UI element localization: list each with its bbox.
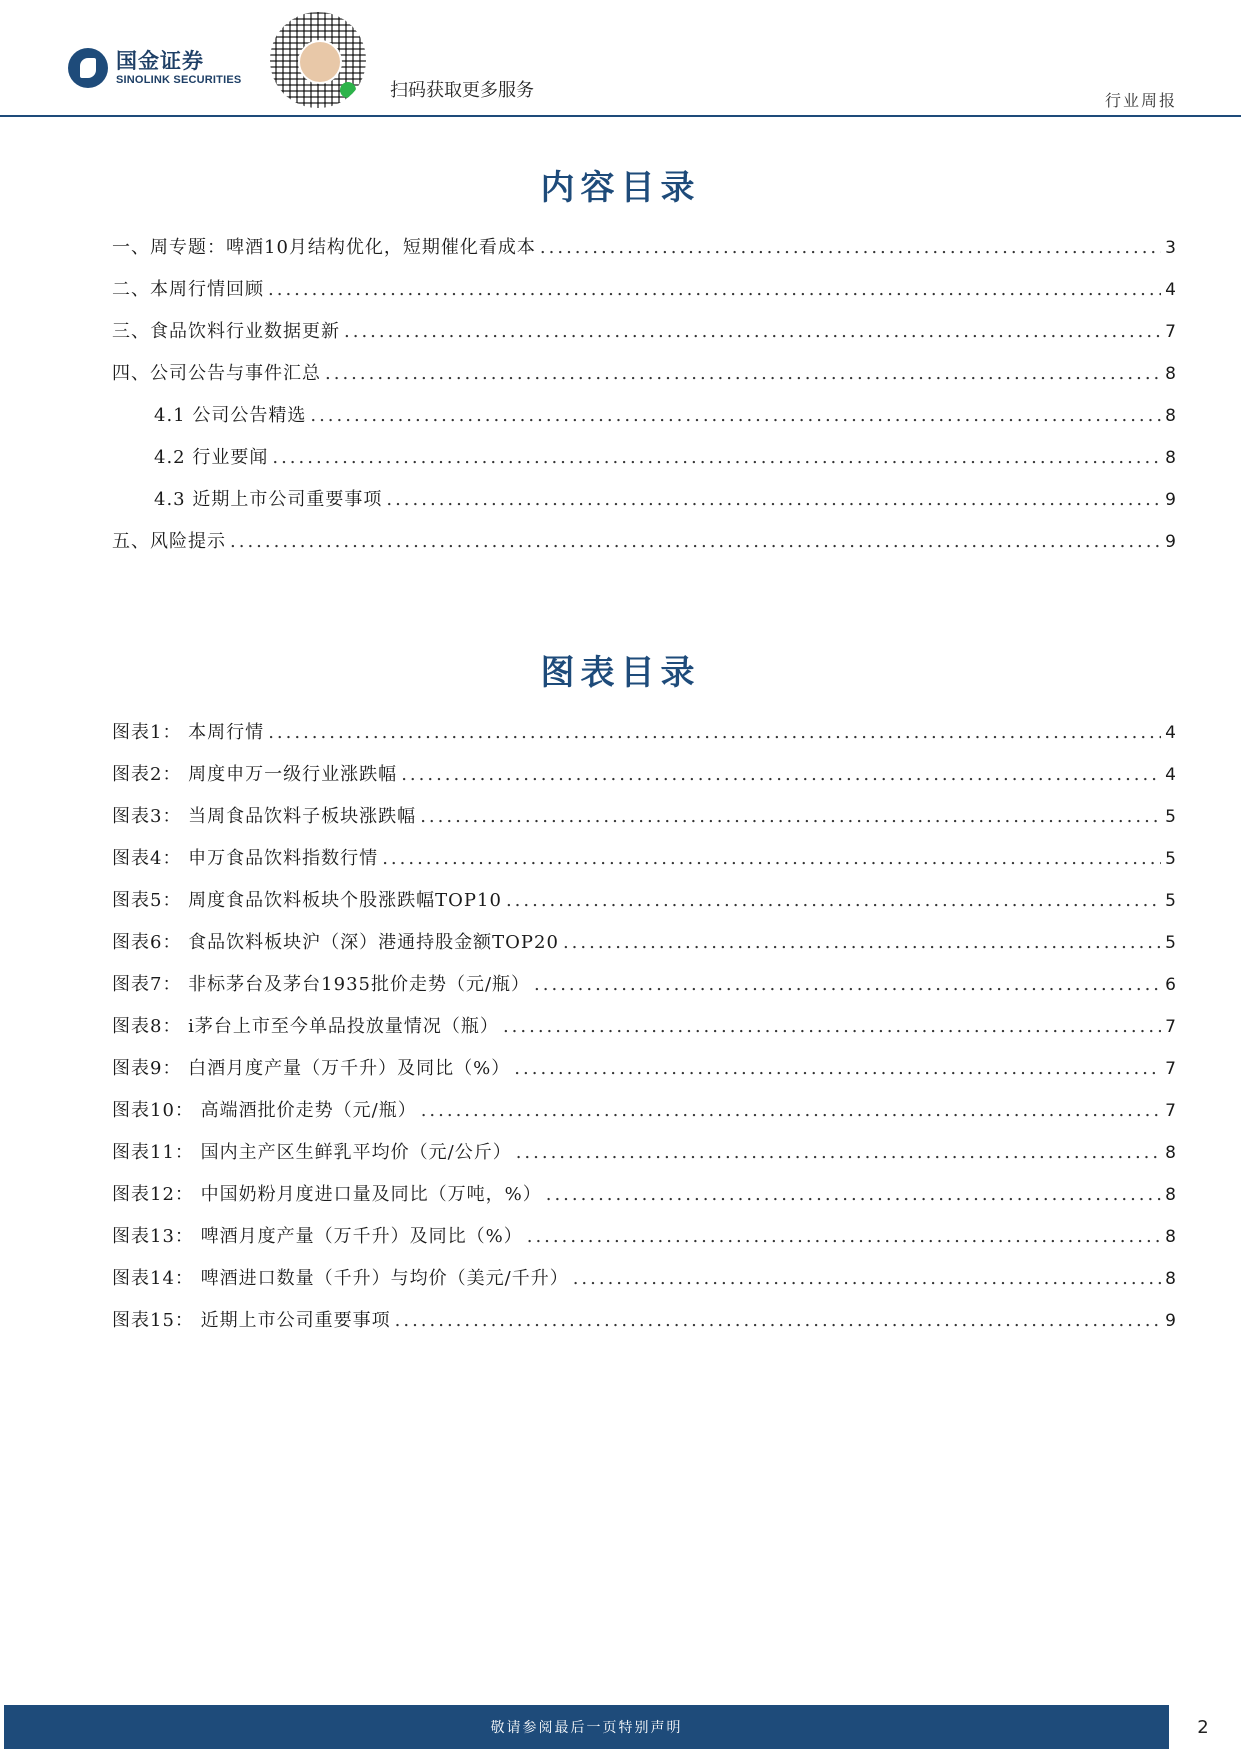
toc-entry[interactable] [112, 233, 1177, 275]
toc-subentry[interactable] [112, 401, 1177, 443]
toc-entry-page: 3 [1165, 238, 1177, 258]
toc-leader-dots [534, 974, 1161, 995]
figure-entry-label: 图表14： 啤酒进口数量（千升）与均价（美元/千升） [112, 1268, 569, 1289]
toc-leader-dots [344, 321, 1161, 342]
toc-entry-label: 4.2 行业要闻 [154, 447, 269, 468]
figure-entry-page: 8 [1165, 1269, 1177, 1289]
toc-leader-dots [420, 806, 1161, 827]
page-header [0, 0, 1241, 116]
toc-entry-page: 8 [1165, 448, 1177, 468]
toc-leader-dots [503, 1016, 1161, 1037]
toc-leader-dots [268, 279, 1161, 300]
figure-entry[interactable] [112, 1264, 1177, 1306]
figure-entry-page: 5 [1165, 807, 1177, 827]
figure-entry[interactable] [112, 928, 1177, 970]
toc-entry-label: 三、食品饮料行业数据更新 [112, 321, 340, 342]
toc-leader-dots [325, 363, 1161, 384]
figure-entry[interactable] [112, 1096, 1177, 1138]
figure-entry-label: 图表11： 国内主产区生鲜乳平均价（元/公斤） [112, 1142, 512, 1163]
figure-entry[interactable] [112, 1180, 1177, 1222]
toc-subentry[interactable] [112, 443, 1177, 485]
figure-entry[interactable] [112, 1054, 1177, 1096]
page-number: 2 [1169, 1705, 1237, 1749]
toc-leader-dots [563, 932, 1161, 953]
toc-leader-dots [421, 1100, 1161, 1121]
toc-leader-dots [527, 1226, 1161, 1247]
toc-entry-label: 四、公司公告与事件汇总 [112, 363, 321, 384]
figure-entry-label: 图表2： 周度申万一级行业涨跌幅 [112, 764, 398, 785]
figure-entry-page: 8 [1165, 1143, 1177, 1163]
toc-entry-label: 五、风险提示 [112, 531, 226, 552]
toc-entry-page: 9 [1165, 532, 1177, 552]
figure-entry-page: 6 [1165, 975, 1177, 995]
toc-entry-page: 8 [1165, 364, 1177, 384]
toc-entry-page: 9 [1165, 490, 1177, 510]
figure-entry[interactable] [112, 718, 1177, 760]
figure-entry-label: 图表4： 申万食品饮料指数行情 [112, 848, 379, 869]
toc-leader-dots [230, 531, 1161, 552]
figure-entry-page: 5 [1165, 891, 1177, 911]
figure-entry-label: 图表5： 周度食品饮料板块个股涨跌幅TOP10 [112, 890, 502, 911]
figure-entry-page: 4 [1165, 765, 1177, 785]
disclaimer-notice: 敬请参阅最后一页特别声明 [4, 1705, 1169, 1749]
figure-entry-label: 图表1： 本周行情 [112, 722, 265, 743]
toc-entry-page: 4 [1165, 280, 1177, 300]
mini-program-badge-icon [340, 82, 356, 98]
figure-entry-page: 8 [1165, 1227, 1177, 1247]
toc-leader-dots [514, 1058, 1161, 1079]
logo-chinese-name: 国金证券 [116, 49, 204, 74]
toc-entry-label: 一、周专题：啤酒10月结构优化，短期催化看成本 [112, 237, 536, 258]
toc-entry[interactable] [112, 317, 1177, 359]
figure-entry-label: 图表15： 近期上市公司重要事项 [112, 1310, 391, 1331]
toc-leader-dots [310, 405, 1161, 426]
company-logo [68, 48, 241, 88]
figure-entry[interactable] [112, 802, 1177, 844]
toc-subentry[interactable] [112, 485, 1177, 527]
qr-caption: 扫码获取更多服务 [390, 80, 534, 101]
figure-entry[interactable] [112, 970, 1177, 1012]
page-footer [4, 1705, 1237, 1749]
figure-entry-label: 图表12： 中国奶粉月度进口量及同比（万吨，%） [112, 1184, 542, 1205]
toc-leader-dots [516, 1142, 1161, 1163]
figure-entry-page: 8 [1165, 1185, 1177, 1205]
figure-entry[interactable] [112, 1138, 1177, 1180]
toc-leader-dots [540, 237, 1161, 258]
toc-entry-page: 7 [1165, 322, 1177, 342]
figure-entry-page: 9 [1165, 1311, 1177, 1331]
figure-entry-page: 7 [1165, 1017, 1177, 1037]
toc-entry-label: 4.3 近期上市公司重要事项 [154, 489, 383, 510]
qr-center-logo [298, 40, 342, 84]
toc-entry-label: 4.1 公司公告精选 [154, 405, 307, 426]
logo-english-name: SINOLINK SECURITIES [116, 73, 242, 86]
figure-entry-label: 图表8： i茅台上市至今单品投放量情况（瓶） [112, 1016, 499, 1037]
toc-entry-label: 二、本周行情回顾 [112, 279, 264, 300]
figure-entry-page: 5 [1165, 849, 1177, 869]
toc-entry[interactable] [112, 527, 1177, 569]
figure-entry[interactable] [112, 1012, 1177, 1054]
toc-leader-dots [506, 890, 1161, 911]
header-divider [0, 115, 1241, 117]
figure-entry[interactable] [112, 844, 1177, 886]
toc-entry-page: 8 [1165, 406, 1177, 426]
figure-entry[interactable] [112, 1222, 1177, 1264]
figure-entry-label: 图表6： 食品饮料板块沪（深）港通持股金额TOP20 [112, 932, 559, 953]
report-type-label: 行业周报 [1104, 91, 1177, 110]
qr-code-icon[interactable] [270, 12, 366, 108]
toc-leader-dots [573, 1268, 1161, 1289]
figure-entry-page: 4 [1165, 723, 1177, 743]
figure-entry[interactable] [112, 760, 1177, 802]
figure-entry-label: 图表13： 啤酒月度产量（万千升）及同比（%） [112, 1226, 523, 1247]
toc-leader-dots [382, 848, 1161, 869]
figure-entry[interactable] [112, 886, 1177, 928]
figure-entry-label: 图表7： 非标茅台及茅台1935批价走势（元/瓶） [112, 974, 531, 995]
toc-leader-dots [401, 764, 1161, 785]
toc-entry[interactable] [112, 275, 1177, 317]
figure-entry-label: 图表10： 高端酒批价走势（元/瓶） [112, 1100, 417, 1121]
figures-title: 图表目录 [540, 653, 701, 693]
toc-leader-dots [546, 1184, 1161, 1205]
toc-leader-dots [272, 447, 1161, 468]
contents-title: 内容目录 [540, 168, 701, 208]
toc-leader-dots [268, 722, 1161, 743]
sinolink-logo-icon [68, 48, 108, 88]
contents-list [112, 233, 1177, 569]
figures-list [112, 718, 1177, 1348]
toc-entry[interactable] [112, 359, 1177, 401]
toc-leader-dots [395, 1310, 1162, 1331]
figure-entry-label: 图表3： 当周食品饮料子板块涨跌幅 [112, 806, 417, 827]
figure-entry-page: 7 [1165, 1059, 1177, 1079]
figure-entry-page: 5 [1165, 933, 1177, 953]
figure-entry-page: 7 [1165, 1101, 1177, 1121]
toc-leader-dots [386, 489, 1161, 510]
figure-entry-label: 图表9： 白酒月度产量（万千升）及同比（%） [112, 1058, 511, 1079]
figure-entry[interactable] [112, 1306, 1177, 1348]
